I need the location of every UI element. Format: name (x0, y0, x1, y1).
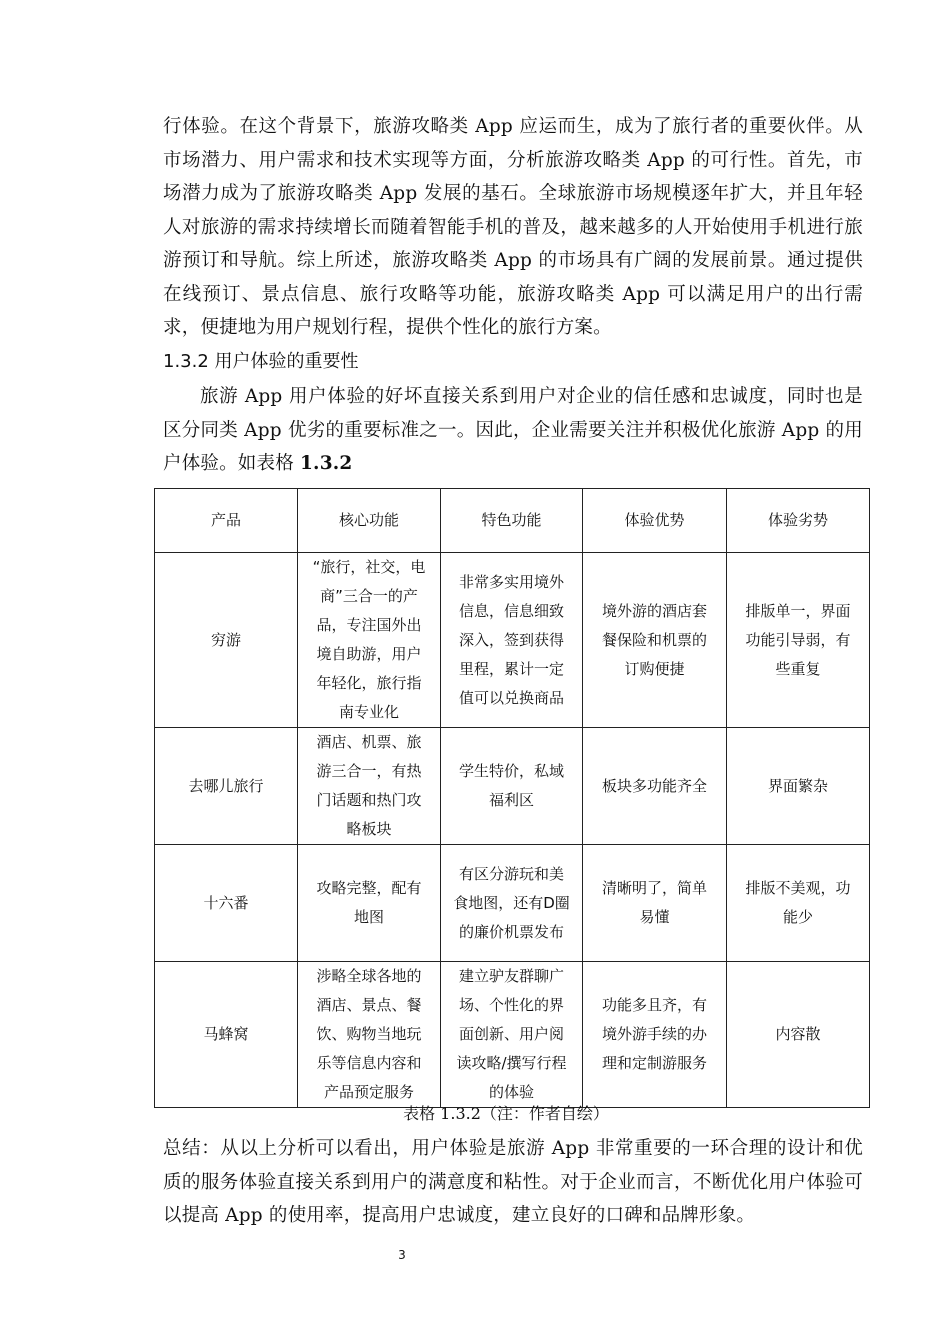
table-row (155, 553, 870, 728)
table-caption: 表格 1.3.2（注：作者自绘） (403, 1104, 609, 1123)
product-cell: 马蜂窝 (155, 962, 298, 1108)
table-cell: 涉略全球各地的酒店、景点、餐饮、购物当地玩乐等信息内容和产品预定服务 (298, 962, 441, 1108)
product-cell: 去哪儿旅行 (155, 728, 298, 845)
header-cell: 核心功能 (298, 489, 441, 553)
table-cell: 板块多功能齐全 (583, 728, 727, 845)
header-cell: 特色功能 (441, 489, 583, 553)
table-header-row (155, 489, 870, 553)
table-row (155, 728, 870, 845)
table-cell: 清晰明了，简单易懂 (583, 845, 727, 962)
section-paragraph-text: 旅游 App 用户体验的好坏直接关系到用户对企业的信任感和忠诚度，同时也是区分同类 App 优劣的重要标准之一。因此，企业需要关注并积极优化旅游 App 的用户体验。如表格 (163, 386, 863, 474)
table-cell: “旅行，社交，电商”三合一的产品，专注国外出境自助游，用户年轻化，旅行指南专业化 (298, 553, 441, 728)
section-paragraph (163, 380, 863, 481)
table-row (155, 962, 870, 1108)
table-cell: 建立驴友群聊广场、个性化的界面创新、用户阅读攻略/撰写行程的体验 (441, 962, 583, 1108)
product-cell: 穷游 (155, 553, 298, 728)
summary-paragraph: 总结：从以上分析可以看出，用户体验是旅游 App 非常重要的一环合理的设计和优质的服务体验直接关系到用户的满意度和粘性。对于企业而言，不断优化用户体验可以提高 App 的使用率，提高用户忠诚度，建立良好的口碑和品牌形象。 (163, 1138, 863, 1226)
table-cell: 排版不美观，功能少 (727, 845, 870, 962)
table-cell: 攻略完整，配有地图 (298, 845, 441, 962)
table-cell: 功能多且齐，有境外游手续的办理和定制游服务 (583, 962, 727, 1108)
table-reference: 1.3.2 (299, 453, 353, 474)
intro-paragraph: 行体验。在这个背景下，旅游攻略类 App 应运而生，成为了旅行者的重要伙伴。从市场潜力、用户需求和技术实现等方面，分析旅游攻略类 App 的可行性。首先，市场潜力成为了旅游攻略类 App 发展的基石。全球旅游市场规模逐年扩大，并且年轻人对旅游的需求持续增长而随着智能手机的普及，越来越多的人开始使用手机进行旅游预订和导航。综上所述，旅游攻略类 App 的市场具有广阔的发展前景。通过提供在线预订、景点信息、旅行攻略等功能，旅游攻略类 App 可以满足用户的出行需求，便捷地为用户规划行程，提供个性化的旅行方案。 (163, 116, 863, 338)
product-cell: 十六番 (155, 845, 298, 962)
header-cell: 体验优势 (583, 489, 727, 553)
table-cell: 有区分游玩和美食地图，还有D圈的廉价机票发布 (441, 845, 583, 962)
header-cell: 产品 (155, 489, 298, 553)
table-row (155, 845, 870, 962)
section-heading: 1.3.2 用户体验的重要性 (163, 351, 359, 372)
comparison-table (154, 488, 870, 1108)
table-cell: 酒店、机票、旅游三合一，有热门话题和热门攻略板块 (298, 728, 441, 845)
table-cell: 非常多实用境外信息，信息细致深入，签到获得里程，累计一定值可以兑换商品 (441, 553, 583, 728)
table-cell: 境外游的酒店套餐保险和机票的订购便捷 (583, 553, 727, 728)
header-cell: 体验劣势 (727, 489, 870, 553)
table-cell: 内容散 (727, 962, 870, 1108)
table-cell: 学生特价，私域福利区 (441, 728, 583, 845)
table-cell: 界面繁杂 (727, 728, 870, 845)
page-number: 3 (398, 1248, 406, 1262)
table-cell: 排版单一，界面功能引导弱，有些重复 (727, 553, 870, 728)
